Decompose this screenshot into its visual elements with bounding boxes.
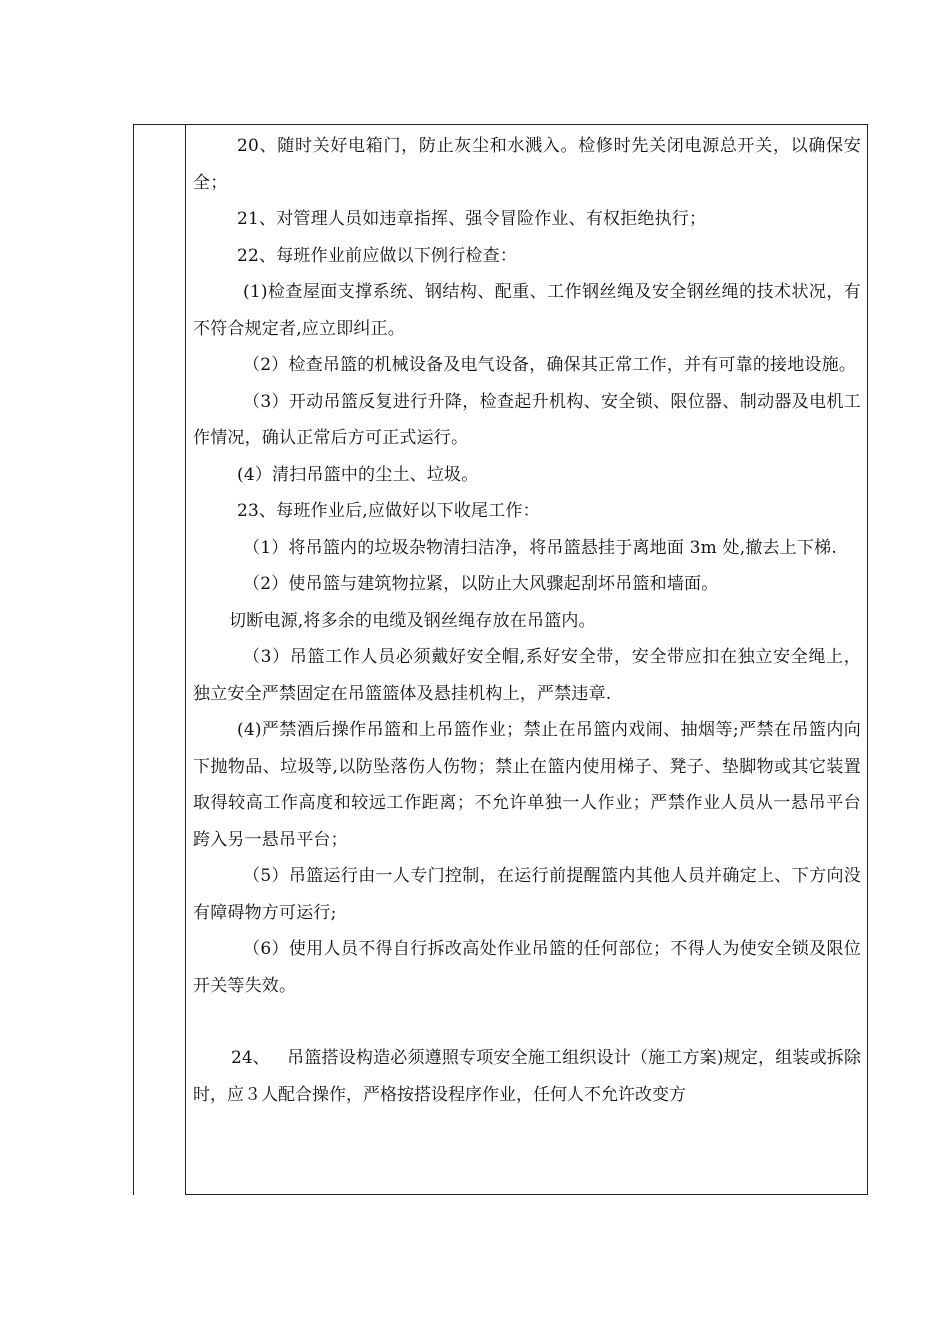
paragraph-22: 22、每班作业前应做以下例行检查： — [237, 245, 518, 266]
paragraph-22-2: （2）检查吊篮的机械设备及电气设备，确保其正常工作，并有可靠的接地设施。 — [243, 355, 857, 375]
paragraph-24-number: 24、 — [231, 1048, 270, 1068]
table-top-border — [133, 124, 868, 125]
paragraph-23-1: （1）将吊篮内的垃圾杂物清扫洁净，将吊篮悬挂于离地面 3m 处,撤去上下梯. — [243, 537, 837, 558]
paragraph-22-3: （3）开动吊篮反复进行升降，检查起升机构、安全锁、限位器、制动器及电机工作情况，确认正常后方可正式运行。 — [193, 391, 861, 448]
paragraph-23-2: （2）使吊篮与建筑物拉紧，以防止大风骤起刮坏吊篮和墙面。 — [243, 574, 719, 594]
table-left-border — [133, 124, 134, 1195]
paragraph-23: 23、每班作业后,应做好以下收尾工作： — [237, 501, 540, 521]
table-row-divider — [185, 1194, 868, 1195]
paragraph-22-4: (4）清扫吊篮中的尘土、垃圾。 — [237, 464, 479, 485]
paragraph-21: 21、对管理人员如违章指挥、强令冒险作业、有权拒绝执行； — [237, 209, 707, 229]
paragraph-23-5: （5）吊篮运行由一人专门控制，在运行前提醒篮内其他人员并确定上、下方向没有障碍物方可运行; — [193, 866, 861, 923]
content-cell — [193, 128, 861, 1113]
paragraph-23-4: (4)严禁酒后操作吊篮和上吊篮作业；禁止在吊篮内戏闹、抽烟等;严禁在吊篮内向下抛物品、垃圾等,以防坠落伤人伤物；禁止在篮内使用梯子、凳子、垫脚物或其它装置取得较高工作高度和较远工作距离；不允许单独一人作业；严禁作业人员从一悬吊平台跨入另一悬吊平台； — [193, 720, 861, 850]
paragraph-20: 20、随时关好电箱门，防止灰尘和水溅入。检修时先关闭电源总开关，以确保安全； — [193, 136, 861, 193]
table-right-border — [867, 124, 868, 1195]
paragraph-23-2b: 切断电源,将多余的电缆及钢丝绳存放在吊篮内。 — [229, 610, 596, 631]
paragraph-23-6: （6）使用人员不得自行拆改高处作业吊篮的任何部位；不得人为使安全锁及限位开关等失效。 — [193, 939, 861, 996]
blank-line — [193, 1004, 861, 1040]
table-column-divider — [185, 124, 186, 1195]
paragraph-23-3: （3）吊篮工作人员必须戴好安全帽,系好安全带，安全带应扣在独立安全绳上，独立安全严禁固定在吊篮篮体及悬挂机构上，严禁违章. — [193, 647, 861, 704]
paragraph-24-text: 吊篮搭设构造必须遵照专项安全施工组织设计（施工方案)规定，组装或拆除时，应３人配合操作，严格按搭设程序作业，任何人不允许改变方 — [193, 1048, 861, 1105]
paragraph-22-1: (1)检查屋面支撑系统、钢结构、配重、工作钢丝绳及安全钢丝绳的技术状况，有不符合规定者,应立即纠正。 — [193, 282, 861, 339]
paragraph-24 — [193, 1040, 861, 1113]
